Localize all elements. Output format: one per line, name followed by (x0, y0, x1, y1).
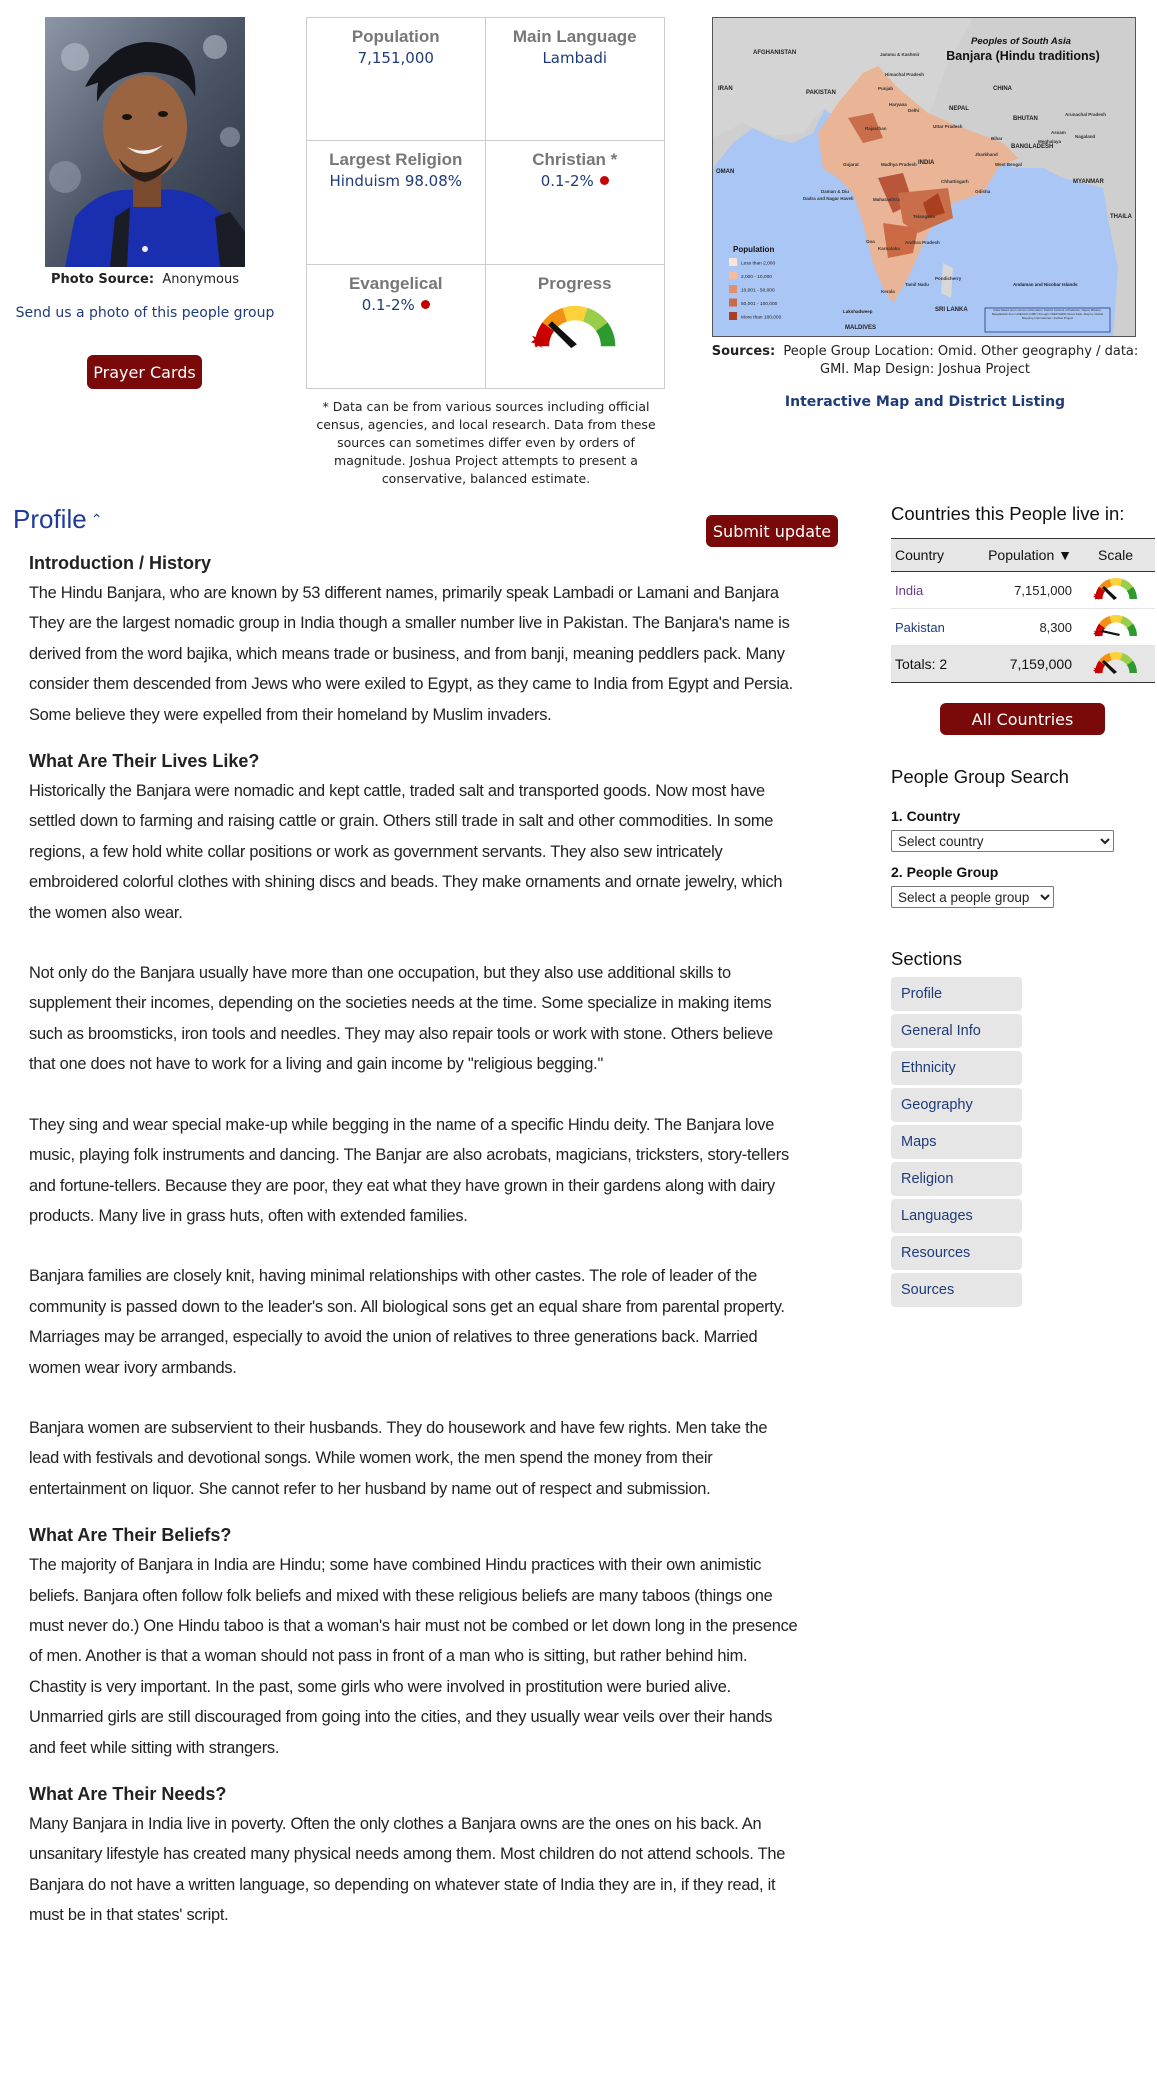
map-sources-label: Sources: (711, 344, 776, 359)
progress-gauge-icon[interactable] (486, 300, 665, 358)
photo-source-caption (20, 272, 270, 287)
prayer-cards-button[interactable]: Prayer Cards (87, 355, 202, 389)
sections-nav-item-maps[interactable]: Maps (891, 1125, 1022, 1159)
sections-nav-item-profile[interactable]: Profile (891, 977, 1022, 1011)
map-label: Odisha (975, 189, 991, 194)
stat-evangelical (307, 265, 486, 388)
section-spacer (29, 1504, 799, 1520)
map-label: Assam (1051, 130, 1066, 135)
stat-label: Evangelical (348, 273, 443, 293)
photo-source-label: Photo Source: (51, 272, 155, 287)
totals-population: 7,159,000 (971, 646, 1076, 683)
legend-label: More than 100,000 (741, 315, 782, 321)
legend-swatch (729, 285, 737, 293)
map-label: Punjab (878, 86, 894, 91)
map-label: Dadra and Nagar Haveli (803, 196, 854, 201)
column-header-country[interactable]: Country (891, 539, 971, 572)
map-label: Madhya Pradesh (881, 162, 917, 167)
map-label: Lakshadweep (843, 309, 873, 314)
table-row (891, 609, 1155, 646)
section-spacer (29, 730, 799, 746)
map-label: Jharkhand (975, 152, 998, 157)
map-label: Uttar Pradesh (933, 124, 963, 129)
legend-label: Less than 2,000 (741, 261, 776, 267)
map-label: Andaman and Nicobar Islands (1013, 282, 1078, 287)
people-group-search-title: People Group Search (891, 766, 1069, 787)
section-paragraph: They sing and wear special make-up while begging in the name of a specific Hindu deity. The Banjara love music, playing folk instruments and dancing. The Banjar are also acrobats, magicians, tricksters, story-tellers and fortune-tellers. Because they are poor, they eat what they have grown in their gardens along with dairy products. Many live in grass huts, often with extended families. (29, 1115, 789, 1225)
people-group-select-label: 2. People Group (891, 864, 999, 880)
section-heading: What Are Their Beliefs? (29, 1525, 232, 1546)
map-label: Pondicherry (935, 276, 962, 281)
legend-label: 2,000 - 10,000 (741, 275, 772, 280)
map-label: Goa (866, 239, 875, 244)
map-label: PAKISTAN (806, 90, 836, 96)
section-paragraph: Many Banjara in India live in poverty. Often the only clothes a Banjara owns are the ones on his back. An unsanitary lifestyle has created many physical needs among them. Most children do not attend schools. The Banjara do not have a written language, so depending on whatever state of India they are in, if they read, it must be in that states' script. (29, 1815, 786, 1925)
people-group-photo (45, 17, 245, 267)
sections-nav (891, 977, 1022, 1310)
map-label: Daman & Diu (821, 189, 850, 194)
legend-label: 10,001 - 50,000 (741, 288, 775, 294)
map-label: OMAN (716, 169, 735, 175)
sections-nav-item-general-info[interactable]: General Info (891, 1014, 1022, 1048)
map-label: Himachal Pradesh (885, 72, 925, 77)
stat-label: Population (351, 27, 440, 46)
stat-progress (486, 265, 665, 388)
stats-grid (306, 17, 665, 389)
map-label: BHUTAN (1013, 116, 1038, 122)
section-heading: Introduction / History (29, 553, 211, 573)
main-language-link[interactable]: Lambadi (542, 49, 608, 67)
send-photo-link[interactable]: Send us a photo of this people group (15, 305, 275, 321)
map-label: Tamil Nadu (905, 282, 929, 287)
section-spacer (29, 1763, 799, 1779)
map-label: Haryana (889, 102, 907, 107)
largest-religion-link[interactable]: Hinduism 98.08% (329, 172, 463, 191)
country-link-pakistan[interactable]: Pakistan (895, 619, 945, 635)
country-population: 8,300 (971, 609, 1076, 646)
map-label: Maharashtra (873, 197, 900, 202)
legend-swatch (729, 258, 737, 266)
map-sources-text: People Group Location: Omid. Other geography / data: GMI. Map Design: Joshua Project (783, 344, 1139, 377)
section-paragraph: Historically the Banjara were nomadic and kept cattle, traded salt and transported goods. Now most have settled down to farming and raising cattle or grain. Others still trade in salt and other commodities. In some regions, a few hold white collar positions or work as government servants. They also sew intricately embroidered colorful clothes with shining discs and beads. They make ornaments and ornate jewelry, which the women also wear. (29, 782, 783, 922)
stat-value-row (307, 296, 485, 314)
map-label: NEPAL (949, 106, 969, 112)
map-label: SRI LANKA (935, 307, 968, 313)
map-label: CHINA (993, 86, 1012, 92)
interactive-map-link[interactable]: Interactive Map and District Listing (784, 394, 1066, 410)
stat-label: Christian * (532, 150, 618, 170)
stat-main-language (486, 18, 665, 141)
map-label: Meghalaya (1038, 139, 1062, 144)
status-dot-icon (600, 176, 609, 185)
map-label: Arunachal Pradesh (1065, 112, 1107, 117)
section-heading: What Are Their Lives Like? (29, 751, 260, 772)
map-credit: Data based upon census information. District borders of Pakistan, Nepal, Bhutan, Bangladesh from UNESCO (1987) through UNEP/GRID-Sioux Falls. Map by Global Mapping International / Joshua Project (991, 309, 1104, 320)
photo-source-value: Anonymous (162, 272, 239, 287)
country-select-label: 1. Country (891, 808, 961, 824)
stat-label: Largest Religion (329, 150, 463, 170)
map-legend-title: Population (733, 245, 775, 254)
stat-label: Progress (537, 273, 612, 293)
people-group-map[interactable] (712, 17, 1136, 337)
map-label: BANGLADESH (1011, 144, 1054, 150)
map-sources (700, 343, 1150, 379)
stats-disclaimer: * Data can be from various sources including official census, agencies, and local research. Data from these sources can sometimes differ even by orders of magnitude. Joshua Project attempts to present a conservative, balanced estimate. (316, 399, 656, 486)
map-label: Jammu & Kashmir (880, 52, 920, 57)
totals-row (891, 646, 1155, 683)
column-header-population[interactable]: Population ▼ (971, 539, 1076, 572)
sections-nav-item-religion[interactable]: Religion (891, 1162, 1022, 1196)
legend-swatch (729, 312, 737, 320)
sections-nav-item-sources[interactable]: Sources (891, 1273, 1022, 1307)
table-header-row (891, 539, 1155, 572)
map-label: Gujarat (843, 162, 859, 167)
section-paragraph: Not only do the Banjara usually have more than one occupation, but they also use additional skills to supplement their incomes, depending on the societies needs at the time. Some specialize in making items such as broomsticks, iron tools and needles. They may also repair tools or work with stone. Others believe that one does not have to work for a living and gain income by "religious begging." (29, 964, 773, 1074)
map-title: Banjara (Hindu traditions) (946, 49, 1100, 63)
section-paragraph: The majority of Banjara in India are Hindu; some have combined Hindu practices with their own animistic beliefs. Banjara often follow folk beliefs and mixed with these religious beliefs are many taboos (things one must never do.) One Hindu taboo is that a woman's hair must not be combed or let down long in the presence of men. Another is that a woman should not pass in front of a man who is sitting, but rather behind him. Chastity is very important. In the past, some girls who were involved in prostitution were buried alive. Unmarried girls are still discouraged from going into the cities, and they usually wear veils over their hands and feet while sitting with strangers. (29, 1556, 798, 1757)
sections-nav-item-geography[interactable]: Geography (891, 1088, 1022, 1122)
sections-nav-item-languages[interactable]: Languages (891, 1199, 1022, 1233)
chevron-up-icon: ⌃ (90, 511, 103, 527)
map-label: THAILA (1110, 214, 1132, 220)
sections-title: Sections (891, 948, 962, 969)
section-paragraph: The Hindu Banjara, who are known by 53 different names, primarily speak Lambadi or Lamani and Banjara They are the largest nomadic group in India though a smaller number live in Pakistan. The Banjara's name is derived from the word bajika, which means trade or business, and from banji, meaning peddlers pack. Many consider them descended from Jews who were exiled to Egypt, as they came to India from Egypt and Persia. Some believe they were expelled from their homeland by Muslim invaders. (29, 584, 793, 724)
progress-scale-icon[interactable] (1091, 575, 1141, 606)
stat-label: Main Language (512, 27, 637, 46)
countries-title: Countries this People live in: (891, 503, 1125, 524)
stat-population (307, 18, 486, 141)
map-label: Bihar (991, 136, 1003, 141)
sections-nav-item-resources[interactable]: Resources (891, 1236, 1022, 1270)
stat-christian (486, 141, 665, 264)
country-link-india[interactable]: India (895, 582, 924, 598)
country-select[interactable] (891, 830, 1114, 852)
section-heading: What Are Their Needs? (29, 1784, 227, 1804)
paragraph-spacer (29, 1383, 799, 1413)
progress-scale-icon[interactable] (1091, 612, 1141, 643)
paragraph-spacer (29, 928, 799, 958)
profile-content (29, 548, 799, 1931)
totals-label: Totals: 2 (891, 646, 971, 683)
paragraph-spacer (29, 1231, 799, 1261)
paragraph-spacer (29, 1080, 799, 1110)
status-dot-icon (421, 300, 430, 309)
stat-value-row (486, 172, 665, 190)
map-label: Andhra Pradesh (905, 240, 940, 245)
section-paragraph: Banjara families are closely knit, having minimal relationships with other castes. The role of leader of the community is passed down to the leader's son. All biological sons get an equal share from parental property. Marriages may be arranged, especially to avoid the union of relatives to three generations back. Married women wear ivory armbands. (29, 1267, 785, 1377)
stat-value: 0.1-2% (540, 172, 594, 191)
map-label: Telangana (913, 214, 935, 219)
legend-swatch (729, 299, 737, 307)
legend-swatch (729, 272, 737, 280)
map-label: MALDIVES (845, 325, 877, 331)
legend-label: 50,001 - 100,000 (741, 302, 778, 307)
map-label: IRAN (718, 86, 733, 92)
map-label: West Bengal (995, 162, 1022, 167)
stat-value: 0.1-2% (361, 295, 415, 314)
map-label: Chhattisgarh (941, 179, 969, 184)
stat-value: 7,151,000 (357, 49, 434, 67)
submit-update-button[interactable]: Submit update (706, 515, 838, 547)
map-subtitle: Peoples of South Asia (971, 36, 1071, 47)
map-label: AFGHANISTAN (753, 50, 797, 56)
sections-nav-item-ethnicity[interactable]: Ethnicity (891, 1051, 1022, 1085)
stat-largest-religion (307, 141, 486, 264)
progress-scale-icon[interactable] (1091, 649, 1141, 680)
all-countries-listing-button[interactable]: All Countries Listing (940, 703, 1105, 735)
table-row (891, 572, 1155, 609)
map-label: Kerala (881, 289, 895, 294)
profile-title: Profile (13, 504, 87, 534)
profile-section-toggle[interactable] (13, 504, 102, 535)
country-population: 7,151,000 (971, 572, 1076, 609)
section-paragraph: Banjara women are subservient to their husbands. They do housework and have few rights. Men take the lead with festivals and devotional songs. While women work, the men spend the money from their entertainment on liquor. She cannot refer to her husband by name out of respect and submission. (29, 1418, 768, 1498)
map-label: Nagaland (1075, 134, 1096, 139)
map-label: Karnataka (878, 246, 900, 251)
map-label: INDIA (918, 160, 935, 166)
map-label: MYANMAR (1073, 179, 1104, 185)
column-header-scale: Scale (1076, 539, 1155, 572)
map-label: Delhi (908, 108, 920, 113)
map-label: Rajasthan (865, 126, 887, 131)
countries-table (891, 538, 1155, 683)
people-group-select[interactable] (891, 886, 1054, 908)
